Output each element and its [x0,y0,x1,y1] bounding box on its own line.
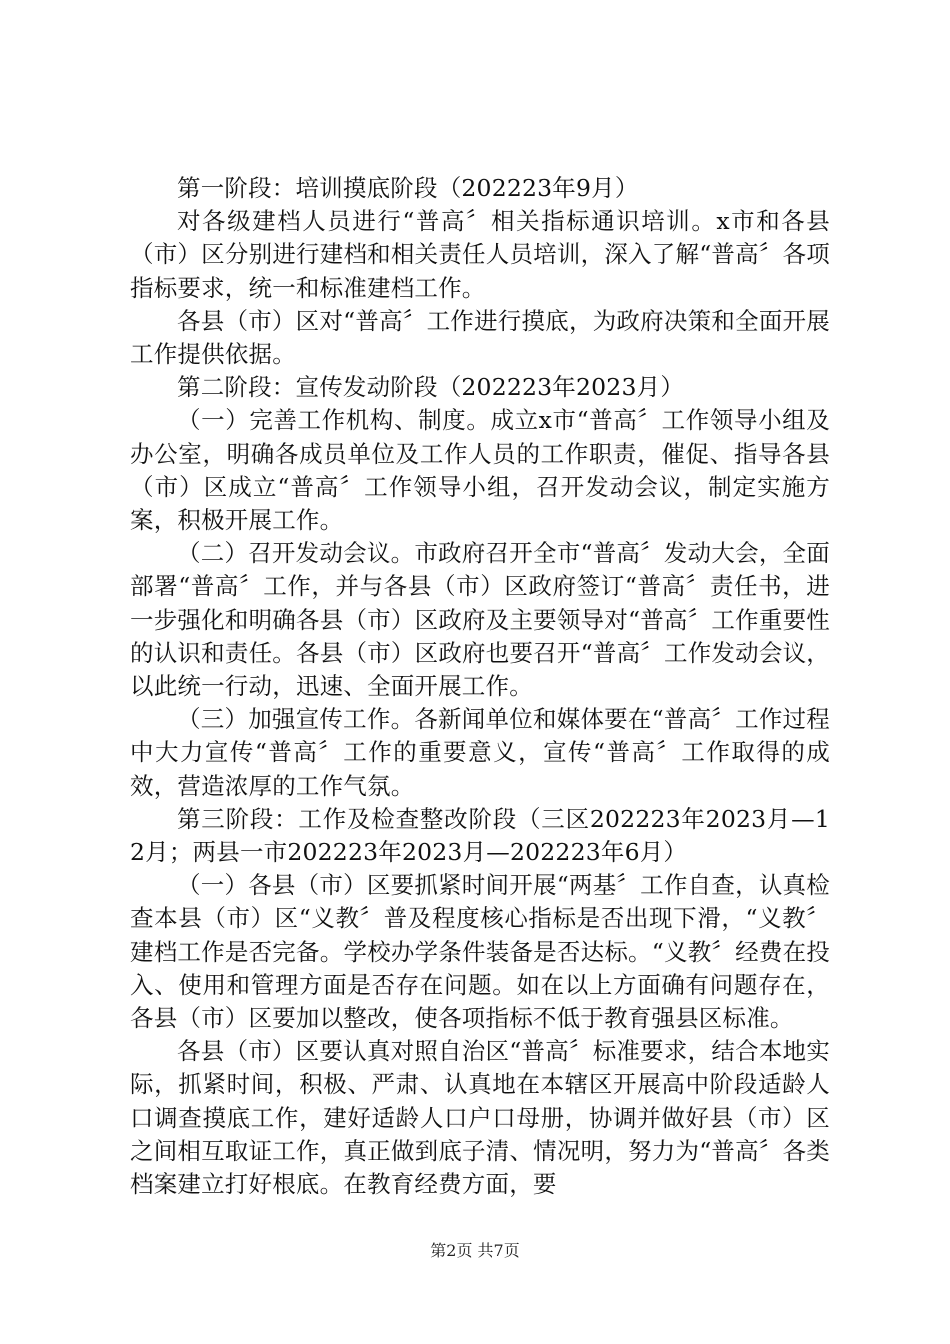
paragraph: 各县（市）区对“普高〞工作进行摸底，为政府决策和全面开展工作提供依据。 [130,306,830,369]
section-heading-stage-3: 第三阶段：工作及检查整改阶段（三区202223年2023月—12月；两县一市202223年2023月—202223年6月） [130,804,830,867]
section-heading-stage-2: 第二阶段：宣传发动阶段（202223年2023月） [177,373,685,402]
paragraph: （一）各县（市）区要抓紧时间开展“两基〞工作自查，认真检查本县（市）区“义教〞普及程度核心指标是否出现下滑，“义教〞建档工作是否完备。学校办学条件装备是否达标。“义教〞经费在投入、使用和管理方面是否存在问题。如在以上方面确有问题存在，各县（市）区要加以整改，使各项指标不低于教育强县区标准。 [130,871,830,1033]
paragraph: 对各级建档人员进行“普高〞相关指标通识培训。x市和各县（市）区分别进行建档和相关责任人员培训，深入了解“普高〞各项指标要求，统一和标准建档工作。 [130,207,830,302]
paragraph: （一）完善工作机构、制度。成立x市“普高〞工作领导小组及办公室，明确各成员单位及工作人员的工作职责，催促、指导各县（市）区成立“普高〞工作领导小组，召开发动会议，制定实施方案，积极开展工作。 [130,406,830,535]
paragraph: （二）召开发动会议。市政府召开全市“普高〞发动大会，全面部署“普高〞工作，并与各县（市）区政府签订“普高〞责任书，进一步强化和明确各县（市）区政府及主要领导对“普高〞工作重要性的认识和责任。各县（市）区政府也要召开“普高〞工作发动会议，以此统一行动，迅速、全面开展工作。 [130,539,830,701]
section-heading-stage-1: 第一阶段：培训摸底阶段（202223年9月） [177,174,639,202]
paragraph: 各县（市）区要认真对照自治区“普高〞标准要求，结合本地实际，抓紧时间，积极、严肃、认真地在本辖区开展高中阶段适龄人口调查摸底工作，建好适龄人口户口母册，协调并做好县（市）区之间相互取证工作，真正做到底子清、情况明，努力为“普高〞各类档案建立打好根底。在教育经费方面，要 [130,1037,830,1199]
document-body [130,172,830,1201]
page-footer: 第2页 共7页 [430,1241,520,1260]
paragraph: （三）加强宣传工作。各新闻单位和媒体要在“普高〞工作过程中大力宣传“普高〞工作的重要意义，宣传“普高〞工作取得的成效，营造浓厚的工作气氛。 [130,705,830,800]
